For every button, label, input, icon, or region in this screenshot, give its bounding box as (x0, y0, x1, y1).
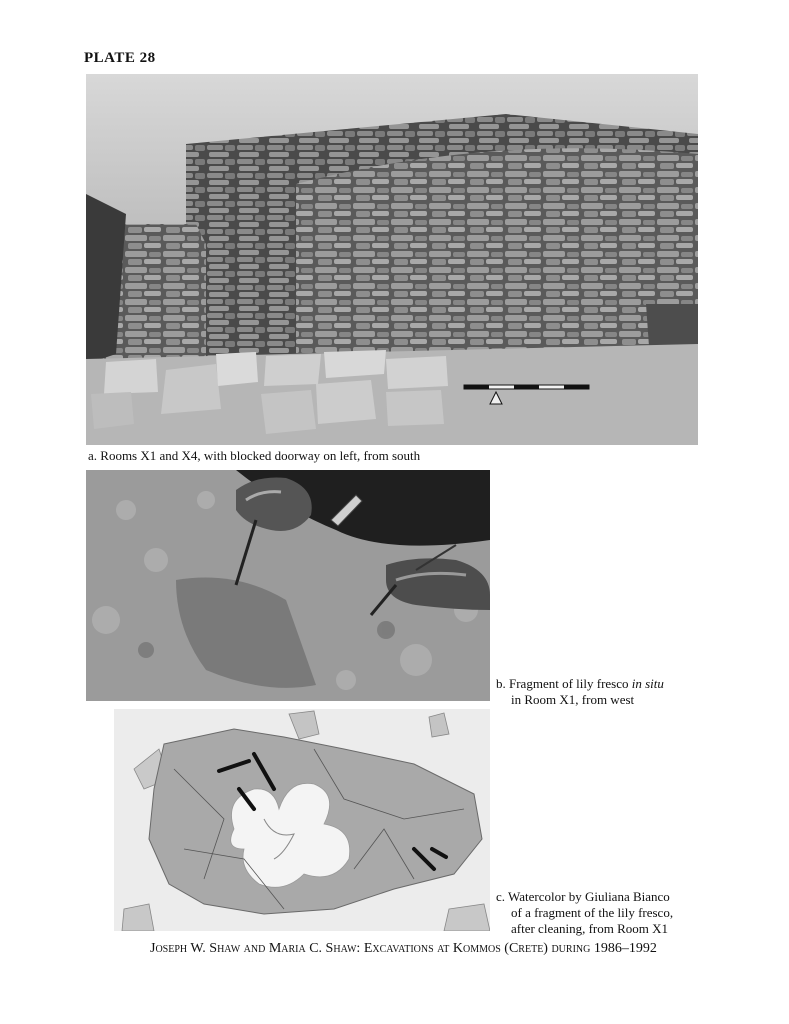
caption-c-line3: after cleaning, from Room X1 (511, 921, 669, 936)
caption-a (88, 448, 420, 464)
caption-b-italic: in situ (631, 676, 664, 691)
plate-title: PLATE 28 (84, 50, 156, 66)
running-footer: Joseph W. Shaw and Maria C. Shaw: Excavations at Kommos (Crete) during 1986–1992 (150, 941, 657, 956)
photo-rooms-x1-x4 (86, 74, 698, 445)
caption-c (496, 889, 673, 937)
caption-b (496, 676, 664, 708)
caption-c-line1: c. Watercolor by Giuliana Bianco (496, 889, 670, 904)
caption-b-prefix: b. Fragment of lily fresco (496, 676, 632, 691)
caption-a-text: a. Rooms X1 and X4, with blocked doorway on left, from south (88, 448, 421, 463)
photo-lily-fresco-in-situ (86, 470, 490, 701)
caption-b-line2: in Room X1, from west (511, 692, 635, 707)
caption-c-line2: of a fragment of the lily fresco, (511, 905, 674, 920)
watercolor-lily-fresco (114, 709, 490, 931)
